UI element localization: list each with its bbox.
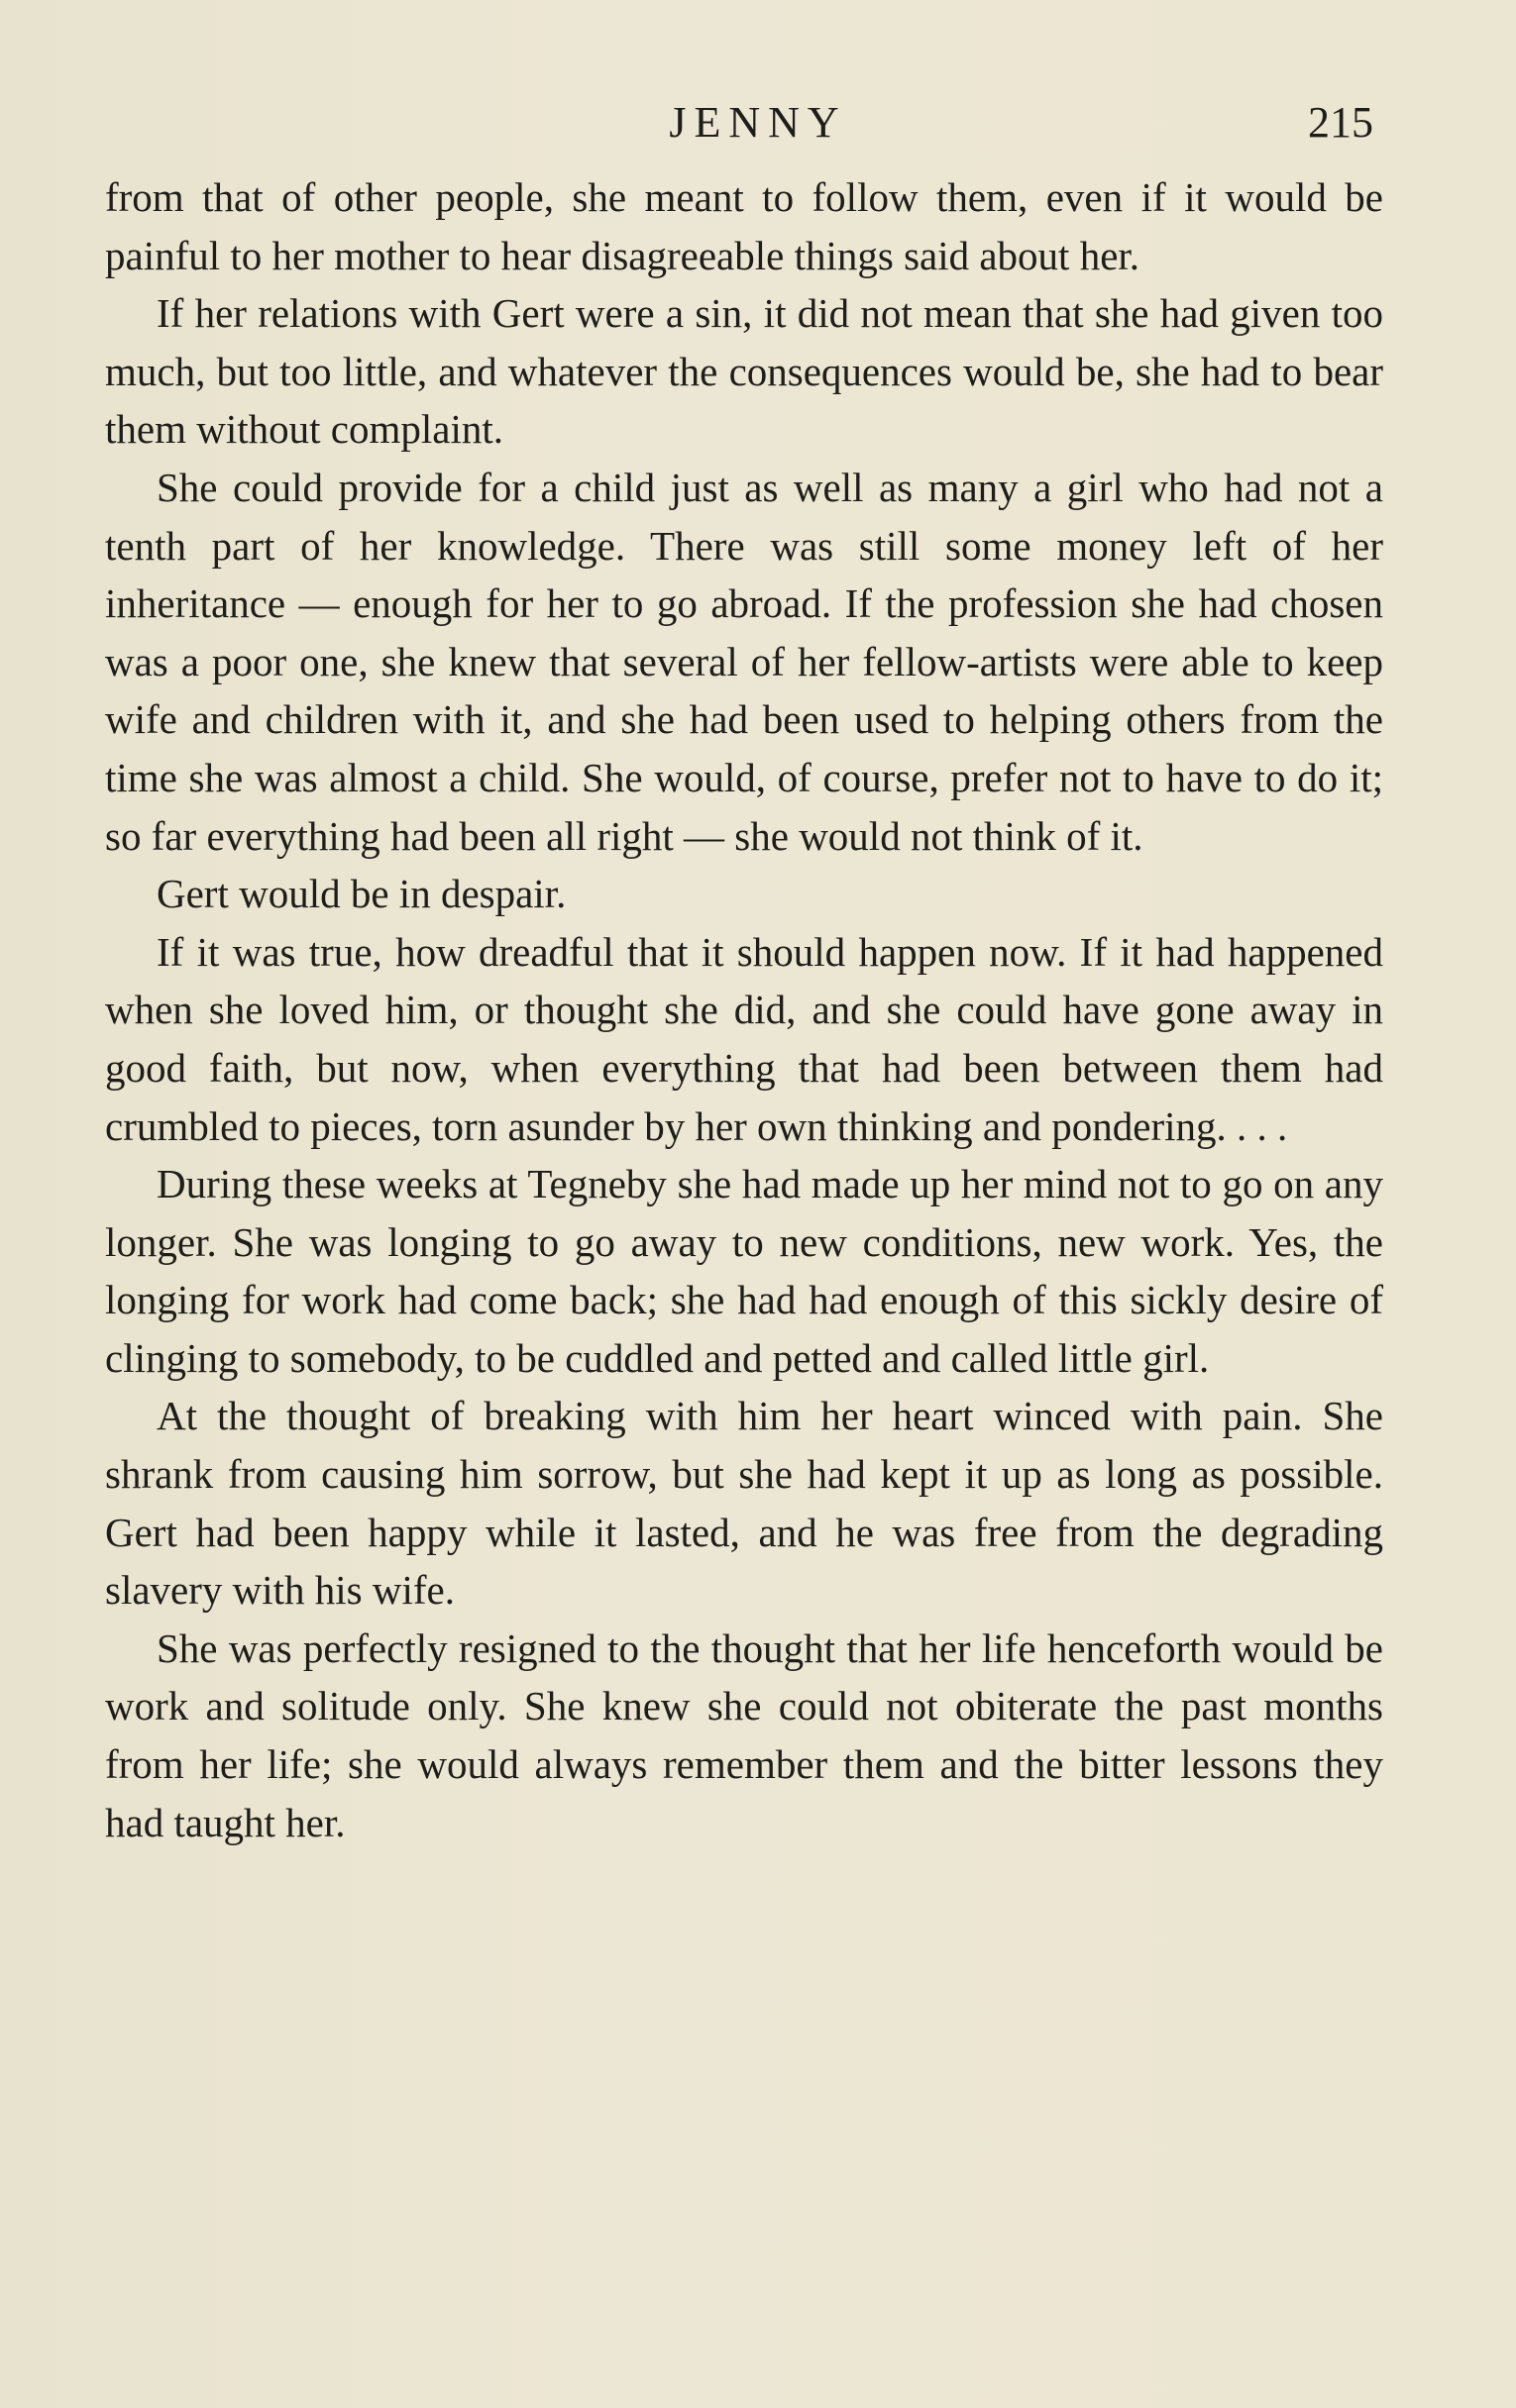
paragraph: Gert would be in despair. [157,871,567,917]
paragraph: During these weeks at Tegneby she had made up her mind not to go on any longer. She was longing to go away to new conditions, new work. Yes, the longing for work had come back; she had had enough of this sickly desire of clinging to somebody, to be cuddled and petted and called little girl. [105,1161,1383,1381]
paragraph: from that of other people, she meant to follow them, even if it would be painful to her mother to hear disagreeable things said about her. [105,174,1383,278]
running-title: JENNY [669,98,847,147]
paragraph: At the thought of breaking with him her heart winced with pain. She shrank from causing him sorrow, but she had kept it up as long as possible. Gert had been happy while it lasted, and he was free from the degrading slavery with his wife. [105,1393,1383,1614]
body-text [105,168,1383,1851]
paragraph: She could provide for a child just as well as many a girl who had not a tenth part of her knowledge. There was still some money left of her inheritance — enough for her to go abroad. If the profession she had chosen was a poor one, she knew that several of her fellow-artists were able to keep wife and children with it, and she had been used to helping others from the time she was almost a child. She would, of course, prefer not to have to do it; so far everything had been all right — she would not think of it. [105,464,1383,859]
page-number: 215 [1308,98,1373,147]
paragraph: She was perfectly resigned to the thought that her life henceforth would be work and solitude only. She knew she could not obiterate the past months from her life; she would always remember them and the bitter lessons they had taught her. [105,1624,1383,1845]
paragraph: If her relations with Gert were a sin, it did not mean that she had given too much, but too little, and whatever the consequences would be, she had to bear them without complaint. [105,290,1383,453]
paragraph: If it was true, how dreadful that it should happen now. If it had happened when she loved him, or thought she did, and she could have gone away in good faith, but now, when everything that had been between them had crumbled to pieces, torn asunder by her own thinking and pondering. . . . [105,928,1383,1149]
running-head [0,93,1516,153]
